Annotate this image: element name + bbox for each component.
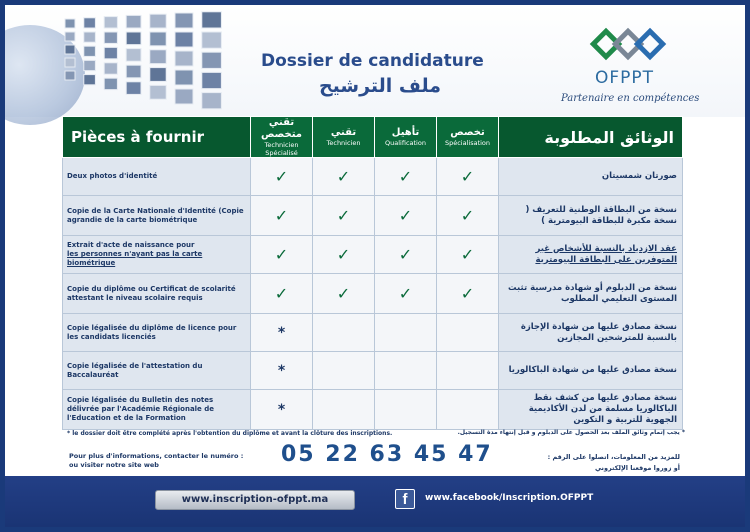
photo-thumbnail	[84, 18, 96, 28]
row-ar: نسخة مصادق عليها من شهادة الإجازة بالنسبة للمترشحين المجازين	[499, 314, 683, 352]
check-icon: ✓	[313, 274, 375, 314]
title-fr: Dossier de candidature	[261, 51, 484, 71]
photo-thumbnail	[175, 51, 193, 66]
check-icon: ✓	[437, 196, 499, 236]
asterisk-icon: *	[251, 314, 313, 352]
photo-thumbnail	[202, 72, 222, 88]
photo-thumbnail	[175, 13, 193, 28]
row-ar: عقد الازدياد بالنسبة للأشخاص غير المتوفرين على البطاقة البيومترية	[499, 236, 683, 274]
row-ar: صورتان شمسيتان	[499, 158, 683, 196]
row-fr: Copie légalisée de l'attestation du Baccalauréat	[63, 352, 251, 390]
row-fr: Extrait d'acte de naissance pour les personnes n'ayant pas la carte biométrique	[63, 236, 251, 274]
row-ar: نسخة من الدبلوم أو شهادة مدرسية تثبت المستوى التعليمي المطلوب	[499, 274, 683, 314]
photo-thumbnail	[126, 15, 141, 28]
empty-cell	[375, 352, 437, 390]
check-icon: ✓	[437, 236, 499, 274]
table-row	[63, 236, 683, 274]
photo-thumbnail	[65, 45, 75, 54]
row-fr: Copie légalisée du Bulletin des notes délivrée par l'Académie Régionale de l'Education et de la Formation	[63, 390, 251, 430]
table-row	[63, 158, 683, 196]
photo-thumbnail	[150, 32, 166, 46]
photo-thumbnail	[104, 32, 117, 43]
photo-thumbnail	[84, 60, 96, 70]
logo-text: OFPPT	[595, 68, 655, 88]
empty-cell	[437, 314, 499, 352]
slogan: Partenaire en compétences	[561, 93, 700, 104]
photo-thumbnail	[104, 47, 117, 58]
check-icon: ✓	[437, 274, 499, 314]
row-fr: Copie de la Carte Nationale d'Identité (Copie agrandie de la carte biométrique	[63, 196, 251, 236]
poster	[5, 5, 745, 527]
photo-thumbnail	[65, 58, 75, 67]
photo-wall-image	[5, 5, 245, 117]
check-icon: ✓	[251, 196, 313, 236]
title-ar: ملف الترشيح	[318, 75, 442, 97]
table-header-row	[63, 117, 683, 158]
check-icon: ✓	[251, 236, 313, 274]
photo-thumbnail	[202, 12, 222, 28]
photo-thumbnail	[150, 50, 166, 64]
row-ar: نسخة مصادق عليها من شهادة الباكالوريا	[499, 352, 683, 390]
row-ar: نسخة من البطاقة الوطنية للتعريف ( نسخة مكبرة للبطاقة البيومترية )	[499, 196, 683, 236]
header-pieces-fr: Pièces à fournir	[63, 117, 251, 158]
table-row	[63, 390, 683, 430]
check-icon: ✓	[375, 196, 437, 236]
note-ar: * يجب إتمام وثائق الملف بعد الحصول على الدبلوم و قبل إنتهاء مدة التسجيل.	[457, 429, 685, 436]
photo-thumbnail	[175, 32, 193, 47]
empty-cell	[313, 314, 375, 352]
row-ar: نسخة مصادق عليها من كشف نقط الباكالوريا مسلمة من لدن الأكاديمية الجهوية للتربية و التكوين	[499, 390, 683, 430]
check-icon: ✓	[313, 196, 375, 236]
website-link[interactable]: www.inscription-ofppt.ma	[155, 490, 355, 510]
empty-cell	[437, 390, 499, 430]
photo-thumbnail	[104, 63, 117, 74]
photo-thumbnail	[104, 78, 117, 89]
empty-cell	[313, 390, 375, 430]
photo-thumbnail	[202, 32, 222, 48]
photo-thumbnail	[175, 70, 193, 85]
check-icon: ✓	[375, 274, 437, 314]
contact-info-ar: للمزيد من المعلومات، اتصلوا على الرقم : أو زوروا موقعنا الإلكتروني	[547, 453, 680, 472]
check-icon: ✓	[313, 158, 375, 196]
photo-thumbnail	[104, 17, 117, 28]
empty-cell	[437, 352, 499, 390]
facebook-icon[interactable]: f	[395, 489, 415, 509]
documents-table	[62, 116, 682, 430]
footer	[5, 476, 745, 527]
photo-thumbnail	[84, 75, 96, 85]
header-col-technicien-specialise: تقني متخصص Technicien Spécialisé	[251, 117, 313, 158]
photo-thumbnail	[65, 19, 75, 28]
check-icon: ✓	[375, 236, 437, 274]
check-icon: ✓	[313, 236, 375, 274]
empty-cell	[375, 314, 437, 352]
photo-thumbnail	[126, 49, 141, 62]
row-fr: Copie du diplôme ou Certificat de scolarité attestant le niveau scolaire requis	[63, 274, 251, 314]
asterisk-icon: *	[251, 352, 313, 390]
empty-cell	[375, 390, 437, 430]
photo-thumbnail	[175, 89, 193, 104]
header-col-specialisation: تخصص Spécialisation	[437, 117, 499, 158]
check-icon: ✓	[251, 158, 313, 196]
header-col-qualification: تأهيل Qualification	[375, 117, 437, 158]
table-row	[63, 314, 683, 352]
photo-thumbnail	[150, 85, 166, 99]
contact-info-fr: Pour plus d'informations, contacter le numéro : ou visiter notre site web	[69, 452, 244, 469]
row-fr: Copie légalisée du diplôme de licence pour les candidats licenciés	[63, 314, 251, 352]
photo-thumbnail	[126, 32, 141, 45]
photo-thumbnail	[65, 32, 75, 41]
phone-number[interactable]: 05 22 63 45 47	[281, 442, 493, 467]
photo-thumbnail	[126, 65, 141, 78]
check-icon: ✓	[375, 158, 437, 196]
photo-thumbnails	[5, 5, 245, 117]
header-documents-ar: الوثائق المطلوبة	[499, 117, 683, 158]
check-icon: ✓	[437, 158, 499, 196]
header	[5, 5, 745, 117]
empty-cell	[313, 352, 375, 390]
photo-thumbnail	[84, 32, 96, 42]
row-fr: Deux photos d'identité	[63, 158, 251, 196]
photo-thumbnail	[150, 14, 166, 28]
photo-thumbnail	[202, 93, 222, 109]
photo-thumbnail	[150, 68, 166, 82]
check-icon: ✓	[251, 274, 313, 314]
photo-thumbnail	[84, 46, 96, 56]
table-row	[63, 274, 683, 314]
photo-thumbnail	[202, 52, 222, 68]
header-col-technicien: تقني Technicien	[313, 117, 375, 158]
photo-thumbnail	[65, 71, 75, 80]
note-fr: * le dossier doit être complété après l'obtention du diplôme et avant la clôture des inscriptions.	[67, 430, 393, 437]
asterisk-icon: *	[251, 390, 313, 430]
facebook-link[interactable]: www.facebook/Inscription.OFPPT	[425, 493, 594, 503]
table-row	[63, 352, 683, 390]
photo-thumbnail	[126, 82, 141, 95]
table-row	[63, 196, 683, 236]
